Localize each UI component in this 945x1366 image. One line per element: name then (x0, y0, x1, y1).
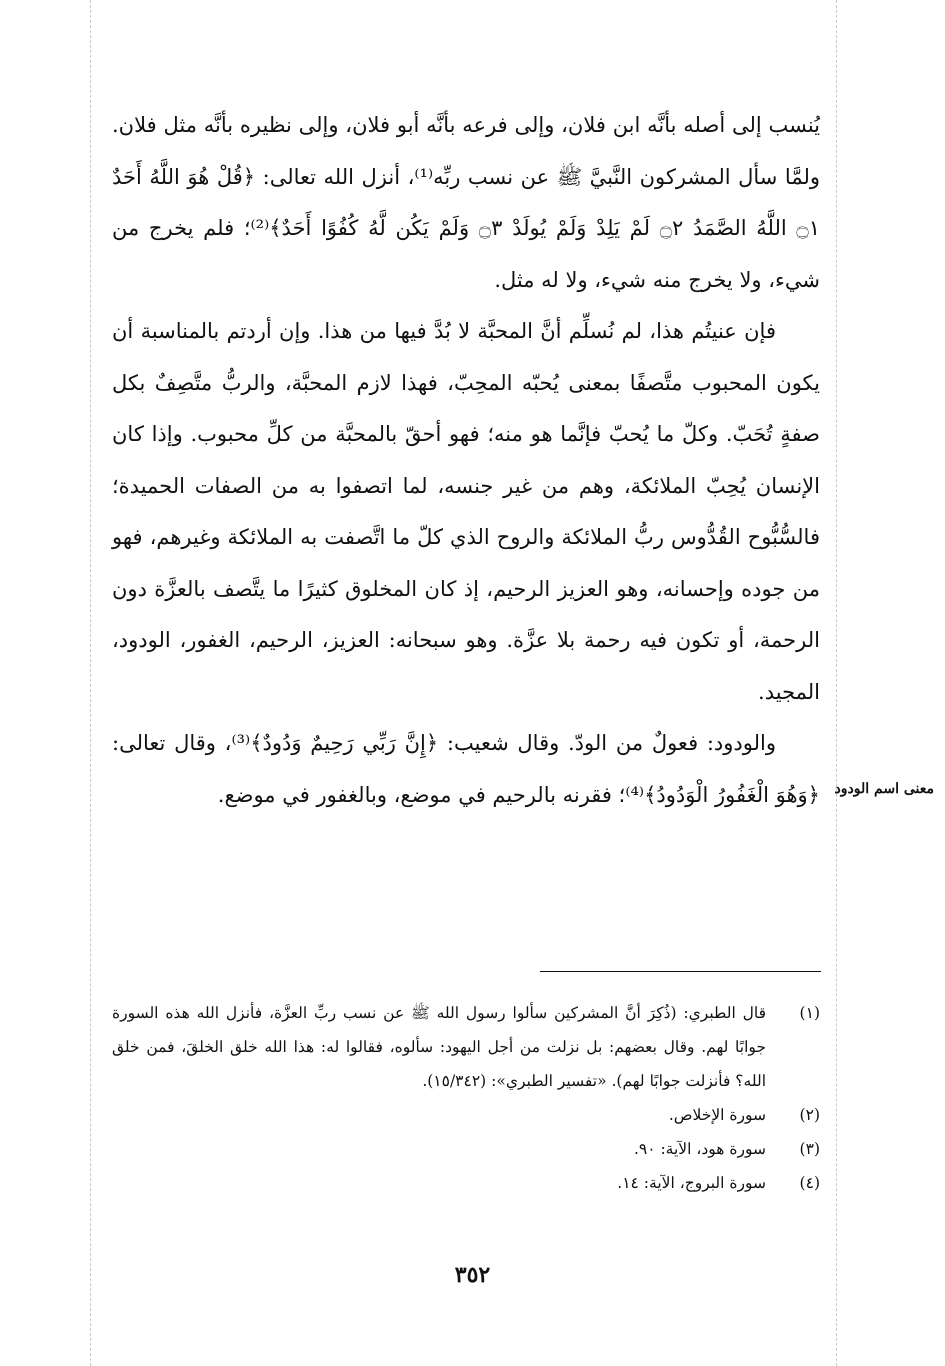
guide-line-left (90, 0, 91, 1366)
margin-note: معنى اسم الودود (834, 781, 934, 797)
footnote-number: (٣) (799, 1140, 820, 1158)
paragraph-2: فإن عنيتُم هذا، لم نُسلِّم أنَّ المحبَّة لا بُدَّ فيها من هذا. وإن أردتم بالمناسبة أن يكون المحبوب متَّصفًا بمعنى يُحبّه المحِبّ، فهذا لازم المحبَّة، والربُّ متَّصِفٌ بكل صفةٍ تُحَبّ. وكلّ ما يُحبّ فإنَّما هو منه؛ فهو أحقّ بالمحبَّة من كلِّ محبوب. وإذا كان الإنسان يُحِبّ الملائكة، وهم من غير جنسه، لما اتصفوا به من الصفات الحميدة؛ فالسُّبُّوح القُدُّوس ربُّ الملائكة والروح الذي كلّ ما اتَّصفت به الملائكة وغيرهم، فهو من جوده وإحسانه، وهو العزيز الرحيم، إذ كان المخلوق كثيرًا ما يتَّصف بالعزَّة دون الرحمة، أو تكون فيه رحمة بلا عزَّة. وهو سبحانه: العزيز، الرحيم، الغفور، الودود، المجيد. (112, 319, 820, 704)
paragraph-3: والودود: فعولٌ من الودّ. وقال شعيب: ﴿إِنَّ رَبِّي رَحِيمٌ وَدُودٌ﴾⁽³⁾، وقال تعالى: ﴿وَهُوَ الْغَفُورُ الْوَدُودُ﴾⁽⁴⁾؛ فقرنه بالرحيم في موضع، وبالغفور في موضع. (112, 731, 820, 807)
guide-line-right (836, 0, 837, 1366)
footnote-text: قال الطبري: (ذُكِرَ أنَّ المشركين سألوا رسول الله ﷺ عن نسب ربِّ العزَّة، فأنزل الله هذه السورة جوابًا لهم. وقال بعضهم: بل نزلت من أجل اليهود: سألوه، فقالوا له: هذا الله خلق الخلقَ، فمن خلق الله؟ فأنزلت جوابًا لهم). «تفسير الطبري»: (١٥/٣٤٢). (112, 1004, 766, 1090)
main-text (112, 100, 820, 821)
footnote-text: سورة هود، الآية: ٩٠. (633, 1140, 766, 1158)
footnotes (112, 996, 820, 1200)
footnote-number: (٤) (799, 1174, 820, 1192)
footnote-text: سورة الإخلاص. (668, 1106, 766, 1124)
footnote-1 (112, 996, 820, 1098)
footnote-3 (112, 1132, 820, 1166)
footnote-text: سورة البروج، الآية: ١٤. (617, 1174, 766, 1192)
footnote-4 (112, 1166, 820, 1200)
footnote-number: (٢) (799, 1106, 820, 1124)
page-number: ٣٥٢ (454, 1262, 491, 1288)
paragraph-1: يُنسب إلى أصله بأنَّه ابن فلان، وإلى فرعه بأنَّه أبو فلان، وإلى نظيره بأنَّه مثل فلان. ولمَّا سأل المشركون النَّبيَّ ﷺ عن نسب ربِّه⁽¹⁾، أنزل الله تعالى: ﴿قُلْ هُوَ اللَّهُ أَحَدٌ ۝١ اللَّهُ الصَّمَدُ ۝٢ لَمْ يَلِدْ وَلَمْ يُولَدْ ۝٣ وَلَمْ يَكُن لَّهُ كُفُوًا أَحَدٌ﴾⁽²⁾؛ فلم يخرج من شيء، ولا يخرج منه شيء، ولا له مثل. (112, 113, 821, 292)
footnote-number: (١) (799, 1004, 820, 1022)
footnote-separator (540, 971, 821, 972)
footnote-2 (112, 1098, 820, 1132)
